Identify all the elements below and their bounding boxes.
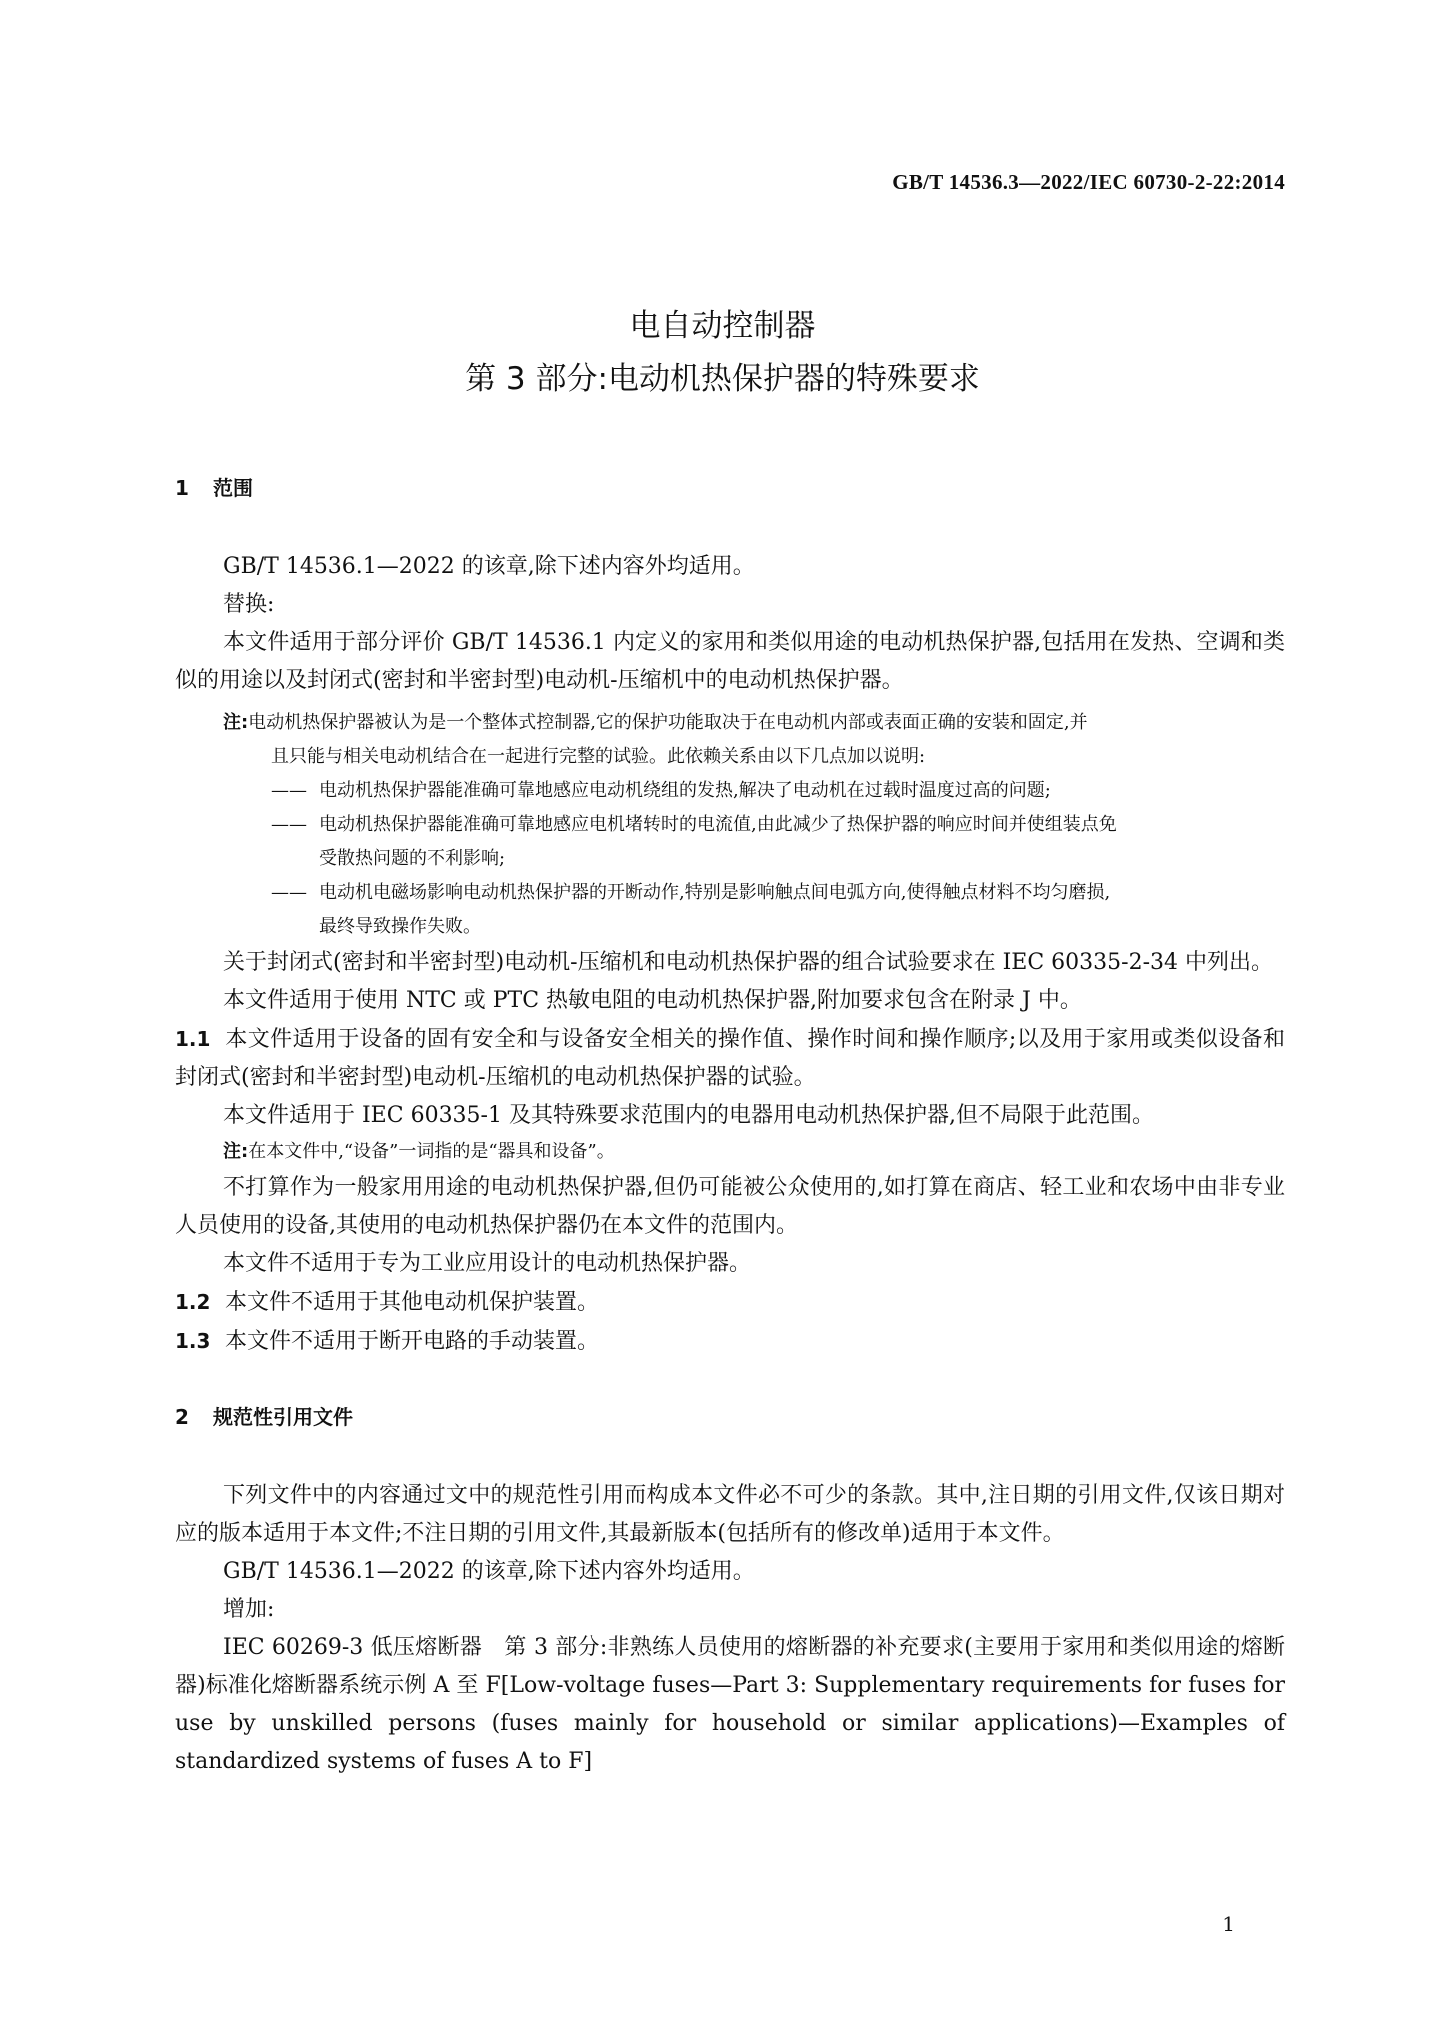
subclause-1-1: 1.1 本文件适用于设备的固有安全和与设备安全相关的操作值、操作时间和操作顺序;以及用于家用或类似设备和封闭式(密封和半密封型)电动机-压缩机的电动机热保护器的试验。 <box>175 1027 1285 1090</box>
paragraph: 替换: <box>223 592 275 617</box>
note-label: 注: <box>223 1141 249 1162</box>
document-body <box>175 472 1285 1781</box>
section-number: 1 <box>175 476 189 500</box>
paragraph: 本文件适用于使用 NTC 或 PTC 热敏电阻的电动机热保护器,附加要求包含在附录 J 中。 <box>223 988 1082 1013</box>
section-number: 2 <box>175 1405 189 1429</box>
document-code-header: GB/T 14536.3—2022/IEC 60730-2-22:2014 <box>892 170 1285 194</box>
section-title: 范围 <box>213 476 253 500</box>
paragraph: 本文件不适用于专为工业应用设计的电动机热保护器。 <box>223 1251 752 1276</box>
paragraph: GB/T 14536.1—2022 的该章,除下述内容外均适用。 <box>223 1559 755 1584</box>
dash-item-continued: 受散热问题的不利影响; <box>319 848 506 869</box>
subclause-1-3: 1.3 本文件不适用于断开电路的手动装置。 <box>175 1329 600 1354</box>
dash-item: —— 电动机电磁场影响电动机热保护器的开断动作,特别是影响触点间电弧方向,使得触点材料不均匀磨损, <box>271 882 1111 903</box>
section-1-heading <box>175 472 1285 508</box>
page-number: 1 <box>1222 1912 1235 1936</box>
paragraph: 增加: <box>223 1597 275 1622</box>
paragraph: 本文件适用于 IEC 60335-1 及其特殊要求范围内的电器用电动机热保护器,但不局限于此范围。 <box>223 1103 1154 1128</box>
dash-item-continued: 最终导致操作失败。 <box>319 916 481 937</box>
document-title: 电自动控制器 <box>629 308 816 344</box>
note-continued: 且只能与相关电动机结合在一起进行完整的试验。此依赖关系由以下几点加以说明: <box>271 746 926 767</box>
subclause-1-2: 1.2 本文件不适用于其他电动机保护装置。 <box>175 1290 600 1315</box>
paragraph: 下列文件中的内容通过文中的规范性引用而构成本文件必不可少的条款。其中,注日期的引用文件,仅该日期对应的版本适用于本文件;不注日期的引用文件,其最新版本(包括所有的修改单)适用于本文件。 <box>175 1483 1285 1546</box>
paragraph: 关于封闭式(密封和半密封型)电动机-压缩机和电动机热保护器的组合试验要求在 IEC 60335-2-34 中列出。 <box>223 950 1274 975</box>
section-2-heading <box>175 1401 1285 1437</box>
note-label: 注: <box>223 712 249 733</box>
dash-item: —— 电动机热保护器能准确可靠地感应电动机绕组的发热,解决了电动机在过载时温度过高的问题; <box>271 780 1051 801</box>
paragraph: GB/T 14536.1—2022 的该章,除下述内容外均适用。 <box>223 554 755 579</box>
note <box>175 706 1285 740</box>
section-title: 规范性引用文件 <box>213 1405 353 1429</box>
document-subtitle: 第 3 部分:电动机热保护器的特殊要求 <box>465 361 980 397</box>
note <box>175 1135 1285 1169</box>
dash-item: —— 电动机热保护器能准确可靠地感应电机堵转时的电流值,由此减少了热保护器的响应时间并使组装点免 <box>271 814 1117 835</box>
paragraph: 本文件适用于部分评价 GB/T 14536.1 内定义的家用和类似用途的电动机热保护器,包括用在发热、空调和类似的用途以及封闭式(密封和半密封型)电动机-压缩机中的电动机热保护器。 <box>175 630 1285 693</box>
note-text: 电动机热保护器被认为是一个整体式控制器,它的保护功能取决于在电动机内部或表面正确的安装和固定,并 <box>248 712 1088 733</box>
note-text: 在本文件中,“设备”一词指的是“器具和设备”。 <box>248 1141 615 1162</box>
paragraph: 不打算作为一般家用用途的电动机热保护器,但仍可能被公众使用的,如打算在商店、轻工业和农场中由非专业人员使用的设备,其使用的电动机热保护器仍在本文件的范围内。 <box>175 1175 1285 1238</box>
reference-entry: IEC 60269-3 低压熔断器 第 3 部分:非熟练人员使用的熔断器的补充要求(主要用于家用和类似用途的熔断器)标准化熔断器系统示例 A 至 F[Low-voltage fuses—Part 3: Supplementary requirements for fuses for use by unskilled persons (fuses mainly for household or similar applications)—Examples of standardized systems of fuses A to F] <box>175 1635 1285 1774</box>
